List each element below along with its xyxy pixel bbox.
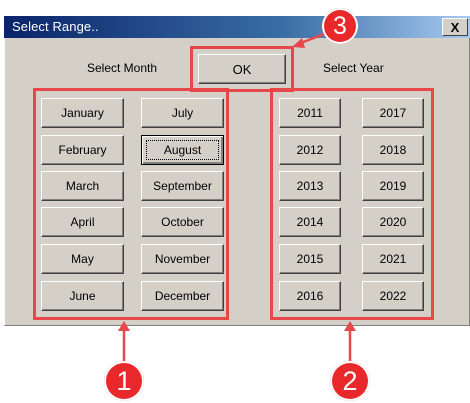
callout-1: 1 [104, 361, 144, 401]
ok-button[interactable]: OK [198, 54, 286, 84]
year-button-2014[interactable]: 2014 [279, 207, 341, 237]
year-button-2015[interactable]: 2015 [279, 244, 341, 274]
month-button-february[interactable]: February [41, 135, 124, 165]
callout-2-arrowhead [344, 321, 356, 331]
month-button-july[interactable]: July [141, 98, 224, 128]
callout-3: 3 [322, 8, 358, 44]
month-button-january[interactable]: January [41, 98, 124, 128]
year-button-2017[interactable]: 2017 [362, 98, 424, 128]
callout-1-arrowhead [118, 321, 130, 331]
close-button[interactable]: X [442, 18, 468, 36]
callout-2: 2 [330, 361, 370, 401]
year-button-2013[interactable]: 2013 [279, 171, 341, 201]
month-button-november[interactable]: November [141, 244, 224, 274]
window-title: Select Range.. [12, 19, 99, 34]
month-button-label: August [163, 143, 202, 157]
month-button-september[interactable]: September [141, 171, 224, 201]
year-button-2012[interactable]: 2012 [279, 135, 341, 165]
select-month-label: Select Month [87, 61, 158, 75]
year-button-2019[interactable]: 2019 [362, 171, 424, 201]
year-button-2020[interactable]: 2020 [362, 207, 424, 237]
year-button-2011[interactable]: 2011 [279, 98, 341, 128]
year-button-2018[interactable]: 2018 [362, 135, 424, 165]
year-button-2021[interactable]: 2021 [362, 244, 424, 274]
month-button-october[interactable]: October [141, 207, 224, 237]
month-button-june[interactable]: June [41, 281, 124, 311]
callout-3-arrowhead [292, 38, 305, 48]
year-button-2022[interactable]: 2022 [362, 281, 424, 311]
month-button-march[interactable]: March [41, 171, 124, 201]
month-button-april[interactable]: April [41, 207, 124, 237]
month-button-december[interactable]: December [141, 281, 224, 311]
month-button-may[interactable]: May [41, 244, 124, 274]
select-year-label: Select Year [323, 61, 384, 75]
year-button-2016[interactable]: 2016 [279, 281, 341, 311]
